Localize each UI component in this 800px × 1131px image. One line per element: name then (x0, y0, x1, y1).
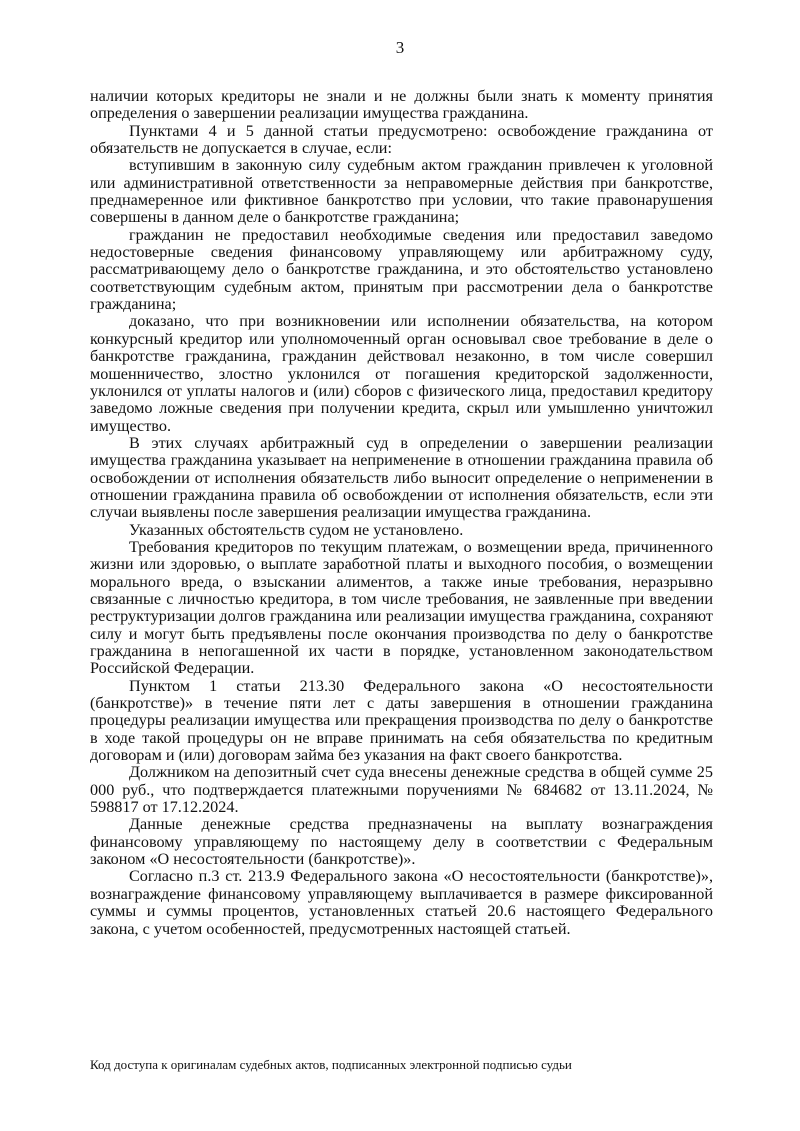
paragraph-creditor-claims: Требования кредиторов по текущим платежам, о возмещении вреда, причиненного жизни или здоровью, о выплате заработной платы и выходного пособия, о возмещении морального вреда, о взыскании алиментов, а также иные требования, неразрывно связанные с личностью кредитора, в том числе требования, не заявленные при введении реструктуризации долгов гражданина или реализации имущества гражданина, сохраняют силу и могут быть предъявлены после окончания производства по делу о банкротстве гражданина в непогашенной их части в порядке, установленном законодательством Российской Федерации. (90, 537, 713, 678)
footer-access-code-note: Код доступа к оригиналам судебных актов, подписанных электронной подписью судьи (90, 1057, 572, 1072)
paragraph-remuneration: Согласно п.3 ст. 213.9 Федерального закона «О несостоятельности (банкротстве)», вознаграждение финансовому управляющему выплачивается в размере фиксированной суммы и суммы процентов, установленных статьей 20.6 настоящего Федерального закона, с учетом особенностей, предусмотренных настоящей статьей. (90, 867, 713, 938)
paragraph-deposit: Должником на депозитный счет суда внесены денежные средства в общей сумме 25 000 руб., что подтверждается платежными поручениями № 684682 от 13.11.2024, № 598817 от 17.12.2024. (90, 763, 713, 817)
paragraph-court-determination: В этих случаях арбитражный суд в определении о завершении реализации имущества гражданина указывает на неприменение в отношении гражданина правила об освобождении от исполнения обязательств либо выносит определение о неприменении в отношении гражданина правила об освобождении от исполнения обязательств, если эти случаи выявлены после завершения реализации имущества гражданина. (90, 433, 713, 522)
page-number: 3 (395, 38, 405, 57)
paragraph-false-information: гражданин не предоставил необходимые сведения или предоставил заведомо недостоверные сведения финансовому управляющему или арбитражному суду, рассматривающему дело о банкротстве гражданина, и это обстоятельство установлено соответствующим судебным актом, принятым при рассмотрении дела о банкротстве гражданина; (90, 225, 713, 314)
document-body (90, 88, 713, 938)
paragraph-exceptions-intro: Пунктами 4 и 5 данной статьи предусмотрено: освобождение гражданина от обязательств не допускается в случае, если: (90, 121, 713, 158)
paragraph-unlawful-actions: доказано, что при возникновении или исполнении обязательства, на котором конкурсный кредитор или уполномоченный орган основывал свое требование в деле о банкротстве гражданина, гражданин действовал незаконно, в том числе совершил мошенничество, злостно уклонился от погашения кредиторской задолженности, уклонился от уплаты налогов и (или) сборов с физического лица, предоставил кредитору заведомо ложные сведения при получении кредита, скрыл или умышленно уничтожил имущество. (90, 312, 713, 435)
paragraph-criminal-liability: вступившим в законную силу судебным актом гражданин привлечен к уголовной или административной ответственности за неправомерные действия при банкротстве, преднамеренное или фиктивное банкротство при условии, что такие правонарушения совершены в данном деле о банкротстве гражданина; (90, 156, 713, 227)
paragraph-continuation: наличии которых кредиторы не знали и не должны были знать к моменту принятия определения о завершении реализации имущества гражданина. (90, 87, 713, 123)
paragraph-deposit-purpose: Данные денежные средства предназначены на выплату вознаграждения финансовому управляющему по настоящему делу в соответствии с Федеральным законом «О несостоятельности (банкротстве)». (90, 815, 713, 869)
paragraph-credit-restrictions: Пунктом 1 статьи 213.30 Федерального закона «О несостоятельности (банкротстве)» в течение пяти лет с даты завершения в отношении гражданина процедуры реализации имущества или прекращения производства по делу о банкротстве в ходе такой процедуры он не вправе принимать на себя обязательства по кредитным договорам и (или) договорам займа без указания на факт своего банкротства. (90, 676, 713, 765)
paragraph-no-circumstances: Указанных обстоятельств судом не установлено. (129, 520, 464, 539)
